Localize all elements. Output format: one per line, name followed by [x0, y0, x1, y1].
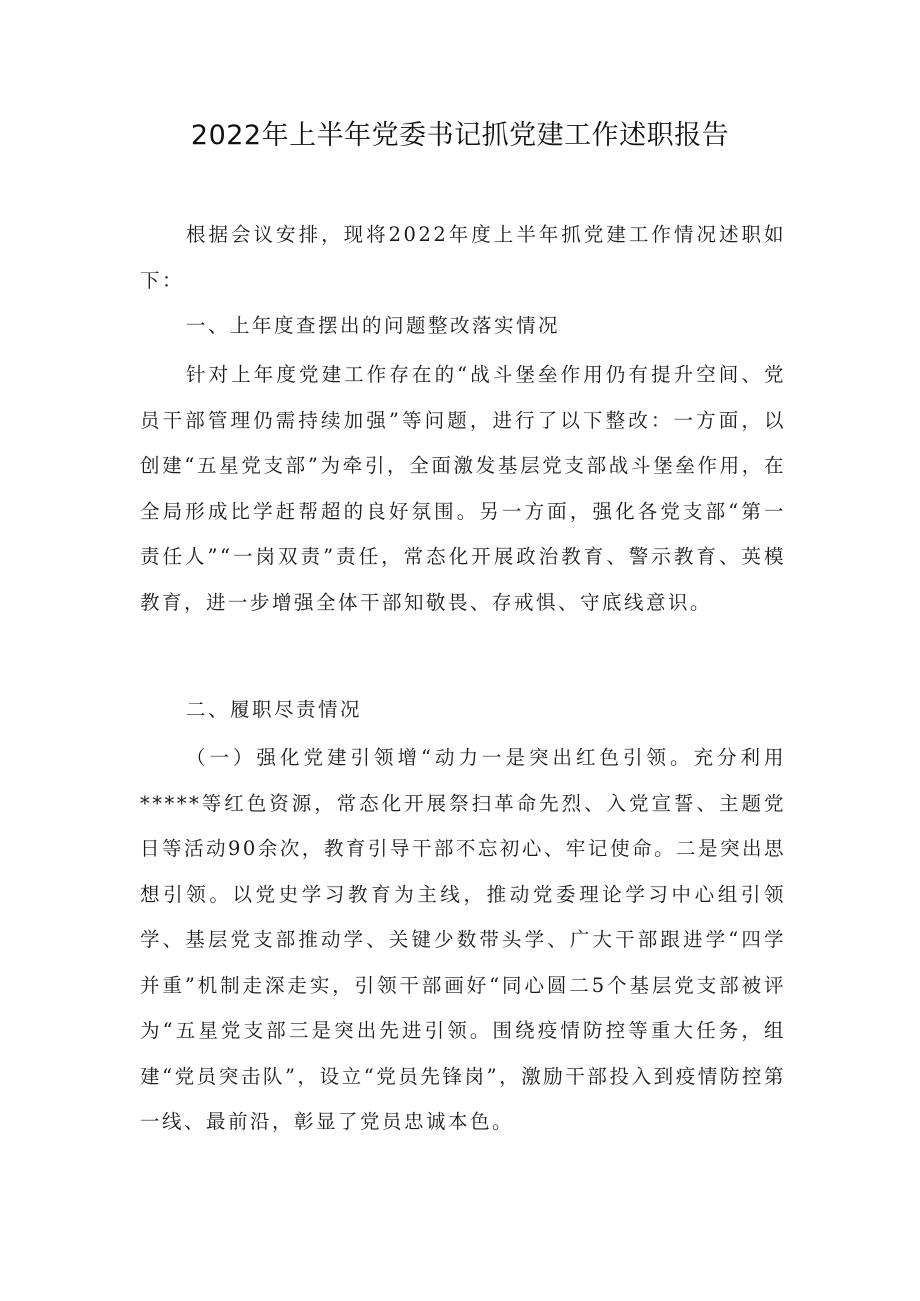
intro-paragraph: 根据会议安排，现将2022年度上半年抓党建工作情况述职如下：	[140, 223, 786, 292]
section-heading-2: 二、履职尽责情况	[186, 698, 363, 721]
section-body-2: （一）强化党建引领增“动力一是突出红色引领。充分利用*****等红色资源，常态化开展祭扫革命先烈、入党宣誓、主题党日等活动90余次，教育引导干部不忘初心、牢记使命。二是突出思想引领。以党史学习教育为主线，推动党委理论学习中心组引领学、基层党支部推动学、关键少数带头学、广大干部跟进学“四学并重”机制走深走实，引领干部画好“同心圆二5个基层党支部被评为“五星党支部三是突出先进引领。围绕疫情防控等重大任务，组建“党员突击队”，设立“党员先锋岗”，激励干部投入到疫情防控第一线、最前沿，彰显了党员忠诚本色。	[140, 746, 786, 1133]
section-body-1: 针对上年度党建工作存在的“战斗堡垒作用仍有提升空间、党员干部管理仍需持续加强”等问题，进行了以下整改：一方面，以创建“五星党支部”为牵引，全面激发基层党支部战斗堡垒作用，在全局形成比学赶帮超的良好氛围。另一方面，强化各党支部“第一责任人”“一岗双责”责任，常态化开展政治教育、警示教育、英模教育，进一步增强全体干部知敬畏、存戒惧、守底线意识。	[140, 363, 786, 614]
document-title: 2022年上半年党委书记抓党建工作述职报告	[190, 120, 730, 151]
section-heading-1: 一、上年度查摆出的问题整改落实情况	[186, 314, 561, 337]
